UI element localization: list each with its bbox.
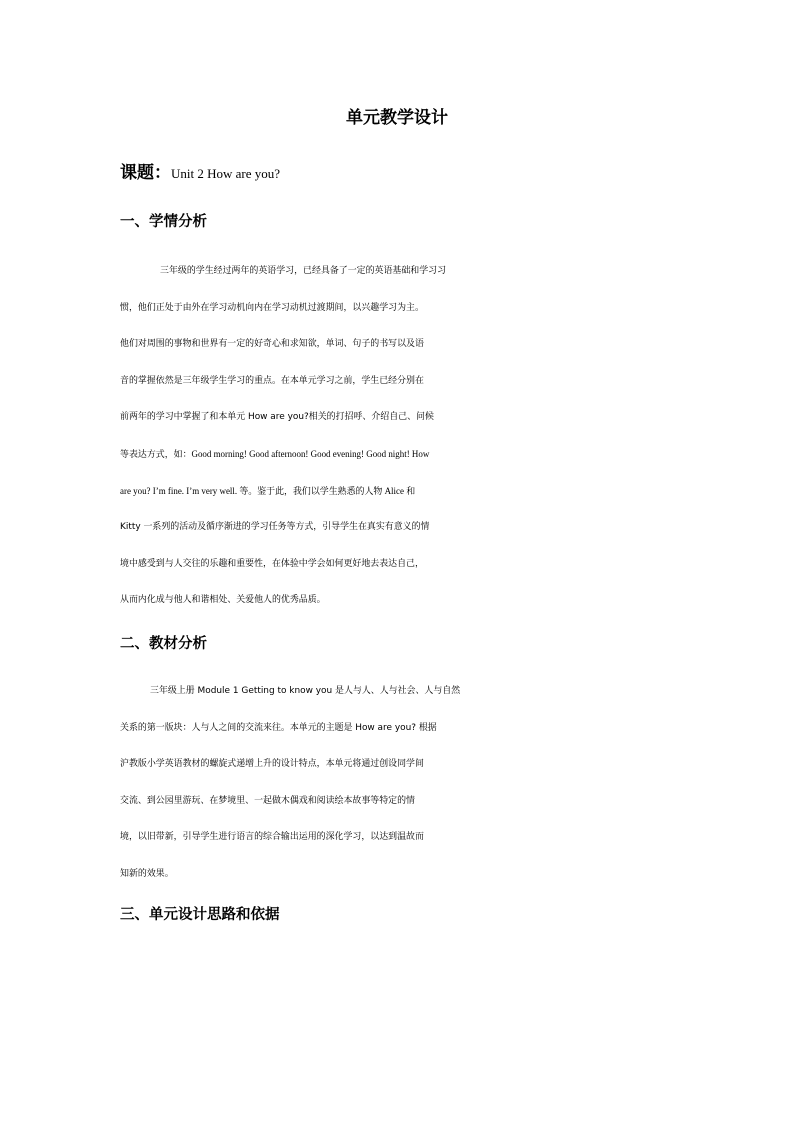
section-heading-textbook-analysis: 二、教材分析 [120, 636, 207, 652]
topic-value: Unit 2 How are you? [171, 166, 281, 181]
paragraph-line: 等表达方式，如：Good morning! Good afternoon! Good evening! Good night! How [120, 448, 430, 459]
paragraph-line: 沪教版小学英语教材的螺旋式递增上升的设计特点，本单元将通过创设同学间 [120, 759, 424, 770]
document-title: 单元教学设计 [346, 108, 448, 128]
paragraph-line: 音的掌握依然是三年级学生学习的重点。在本单元学习之前，学生已经分别在 [120, 375, 424, 386]
paragraph-line: 三年级的学生经过两年的英语学习，已经具备了一定的英语基础和学习习 [160, 266, 447, 276]
paragraph-line: 他们对周围的事物和世界有一定的好奇心和求知欲，单词、句子的书写以及语 [120, 339, 424, 350]
paragraph-line: 前两年的学习中掌握了和本单元 How are you?相关的打招呼、介绍自己、问候 [120, 412, 434, 423]
paragraph-line: 交流、到公园里游玩、在梦境里、一起做木偶戏和阅读绘本故事等特定的情 [120, 795, 415, 806]
paragraph-line: 惯，他们正处于由外在学习动机向内在学习动机过渡期间，以兴趣学习为主。 [120, 302, 424, 313]
topic-label: 课题： [120, 163, 171, 183]
paragraph-line: are you? I’m fine. I’m very well. 等。鉴于此，我们以学生熟悉的人物 Alice 和 [120, 485, 416, 496]
section-body-learner-analysis [120, 253, 680, 619]
paragraph-line: 从而内化成与他人和谐相处、关爱他人的优秀品质。 [120, 595, 326, 606]
paragraph-line: 三年级上册 Module 1 Getting to know you 是人与人、人与社会、人与自然 [150, 686, 461, 696]
paragraph-line: 境，以旧带新，引导学生进行语言的综合输出运用的深化学习，以达到温故而 [120, 832, 424, 843]
section-body-textbook-analysis [120, 673, 680, 893]
section-heading-unit-design: 三、单元设计思路和依据 [120, 907, 280, 923]
paragraph-line: Kitty 一系列的活动及循序渐进的学习任务等方式，引导学生在真实有意义的情 [120, 522, 430, 533]
section-heading-learner-analysis: 一、学情分析 [120, 214, 207, 230]
topic-line [120, 161, 280, 187]
paragraph-line: 关系的第一版块：人与人之间的交流来往。本单元的主题是 How are you? 根据 [120, 722, 437, 733]
paragraph-line: 知新的效果。 [120, 868, 174, 879]
paragraph-line: 境中感受到与人交往的乐趣和重要性，在体验中学会如何更好地去表达自己， [120, 558, 424, 569]
